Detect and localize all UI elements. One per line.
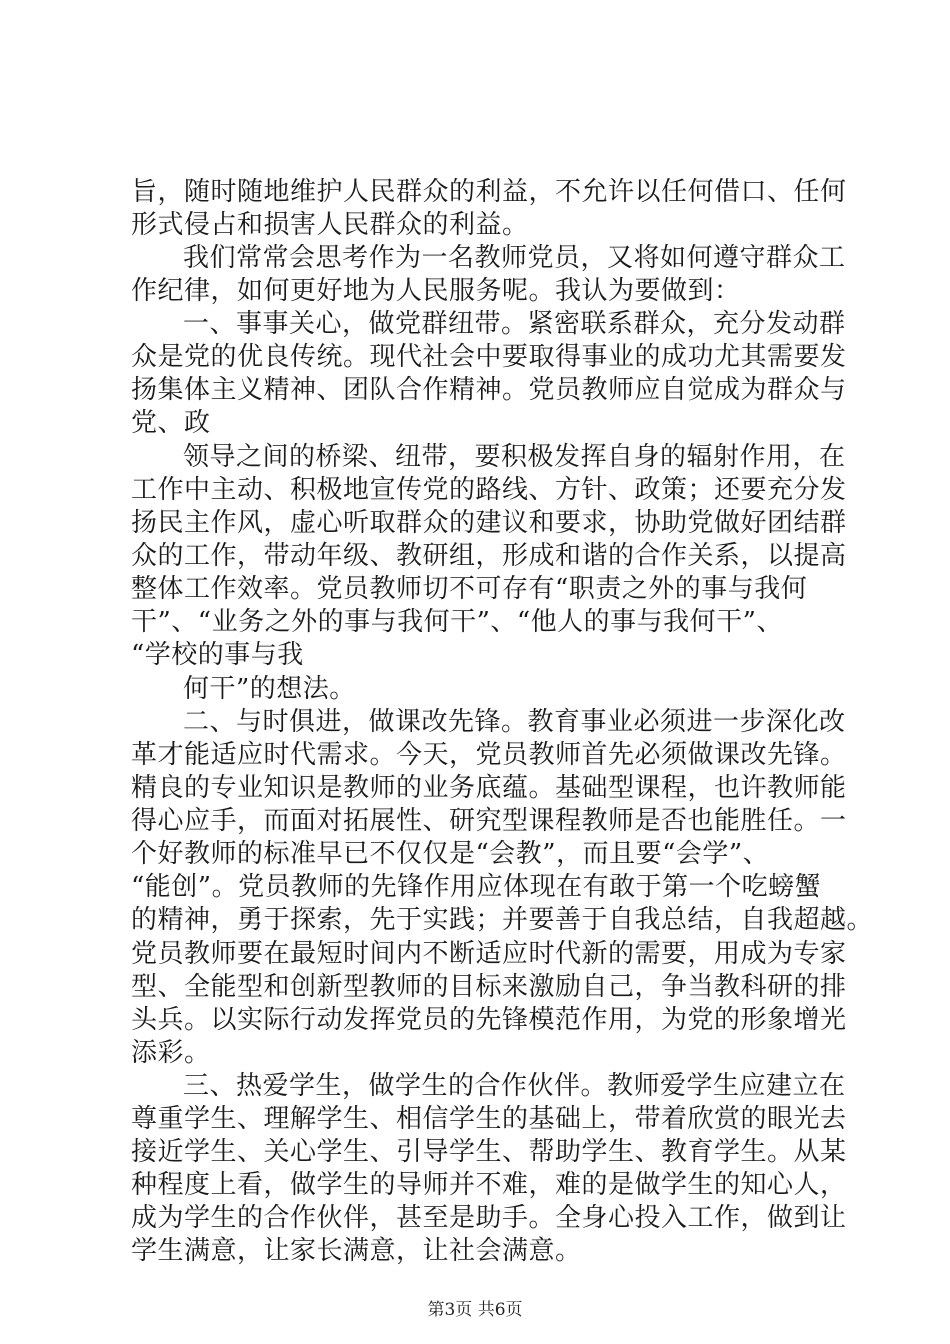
text-line: 精良的专业知识是教师的业务底蕴。基础型课程，也许教师能 xyxy=(131,773,847,803)
paragraph-start: 二、与时俱进，做课改先锋。教育事业必须进一步深化改 xyxy=(183,707,846,737)
text-line: 党员教师要在最短时间内不断适应时代新的需要，用成为专家 xyxy=(131,939,847,969)
text-line: 党、政 xyxy=(131,408,211,438)
text-line: 添彩。 xyxy=(131,1038,211,1068)
text-line: 的精神，勇于探索，先于实践；并要善于自我总结，自我超越。 xyxy=(131,905,874,935)
text-line: 扬集体主义精神、团队合作精神。党员教师应自觉成为群众与 xyxy=(131,375,847,405)
text-line: 工作中主动、积极地宣传党的路线、方针、政策；还要充分发 xyxy=(131,475,847,505)
text-line: 整体工作效率。党员教师切不可存有“职责之外的事与我何 xyxy=(131,574,808,604)
text-line: 作纪律，如何更好地为人民服务呢。我认为要做到： xyxy=(131,276,741,306)
paragraph-start: 我们常常会思考作为一名教师党员，又将如何遵守群众工 xyxy=(183,243,846,273)
text-line: 众是党的优良传统。现代社会中要取得事业的成功尤其需要发 xyxy=(131,342,847,372)
paragraph-start: 领导之间的桥梁、纽带，要积极发挥自身的辐射作用，在 xyxy=(183,442,846,472)
text-line: 型、全能型和创新型教师的目标来激励自己，争当教科研的排 xyxy=(131,972,847,1002)
text-line: “学校的事与我 xyxy=(131,640,304,670)
text-line: 众的工作，带动年级、教研组，形成和谐的合作关系，以提高 xyxy=(131,541,847,571)
text-line: 个好教师的标准早已不仅仅是“会教”，而且要“会学”、 xyxy=(131,839,770,869)
text-line: 头兵。以实际行动发挥党员的先锋模范作用，为党的形象增光 xyxy=(131,1005,847,1035)
page-number-footer: 第3页 共6页 xyxy=(427,1300,523,1320)
text-line: 干”、“业务之外的事与我何干”、“他人的事与我何干”、 xyxy=(131,607,783,637)
text-line: 尊重学生、理解学生、相信学生的基础上，带着欣赏的眼光去 xyxy=(131,1104,847,1134)
paragraph-start: 一、事事关心，做党群纽带。紧密联系群众，充分发动群 xyxy=(183,309,846,339)
text-line: 扬民主作风，虚心听取群众的建议和要求，协助党做好团结群 xyxy=(131,508,847,538)
text-line: 革才能适应时代需求。今天，党员教师首先必须做课改先锋。 xyxy=(131,740,847,770)
text-line: 成为学生的合作伙伴，甚至是助手。全身心投入工作，做到让 xyxy=(131,1203,847,1233)
text-line: 学生满意，让家长满意，让社会满意。 xyxy=(131,1236,582,1266)
text-line: “能创”。党员教师的先锋作用应体现在有敢于第一个吃螃蟹 xyxy=(131,872,822,902)
text-line: 得心应手，而面对拓展性、研究型课程教师是否也能胜任。一 xyxy=(131,806,847,836)
text-line: 种程度上看，做学生的导师并不难，难的是做学生的知心人， xyxy=(131,1170,847,1200)
paragraph-start: 三、热爱学生，做学生的合作伙伴。教师爱学生应建立在 xyxy=(183,1071,846,1101)
text-line: 接近学生、关心学生、引导学生、帮助学生、教育学生。从某 xyxy=(131,1137,847,1167)
text-line: 旨，随时随地维护人民群众的利益，不允许以任何借口、任何 xyxy=(131,177,847,207)
paragraph-start: 何干”的想法。 xyxy=(183,674,356,704)
text-line: 形式侵占和损害人民群众的利益。 xyxy=(131,210,529,240)
